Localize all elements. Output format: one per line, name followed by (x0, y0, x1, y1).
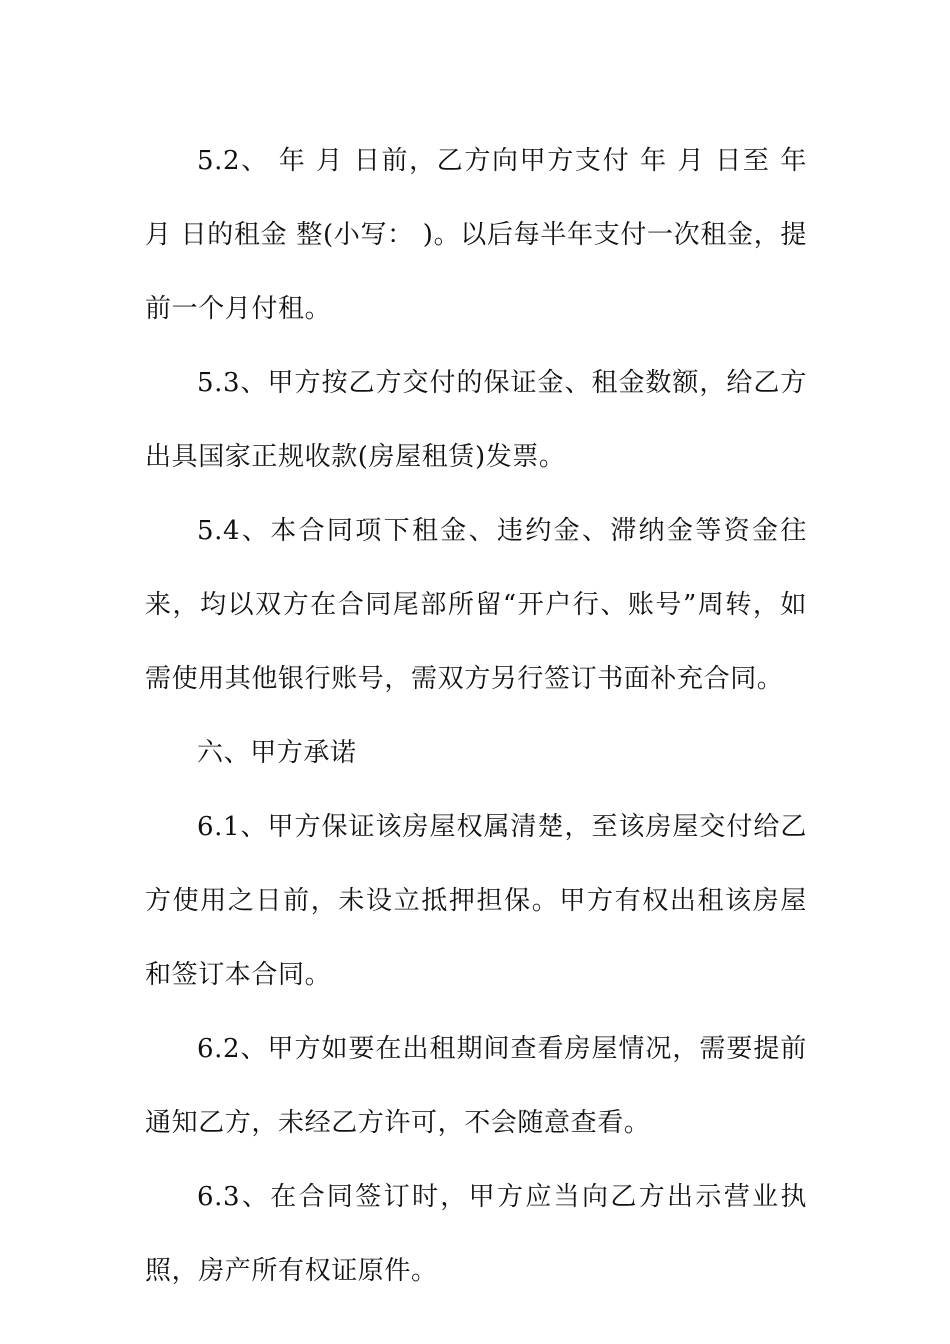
paragraph-6-1: 6.1、甲方保证该房屋权属清楚，至该房屋交付给乙方使用之日前，未设立抵押担保。甲方有权出租该房屋和签订本合同。 (145, 812, 807, 990)
section-heading-6: 六、甲方承诺 (197, 738, 357, 768)
document-body (145, 124, 807, 1308)
paragraph-6-3: 6.3、在合同签订时，甲方应当向乙方出示营业执照，房产所有权证原件。 (145, 1182, 807, 1286)
paragraph-5-3: 5.3、甲方按乙方交付的保证金、租金数额，给乙方出具国家正规收款(房屋租赁)发票。 (145, 368, 807, 472)
paragraph-6-2: 6.2、甲方如要在出租期间查看房屋情况，需要提前通知乙方，未经乙方许可，不会随意查看。 (145, 1034, 807, 1138)
paragraph-5-4: 5.4、本合同项下租金、违约金、滞纳金等资金往来，均以双方在合同尾部所留“开户行、账号”周转，如需使用其他银行账号，需双方另行签订书面补充合同。 (145, 516, 807, 694)
paragraph-5-2: 5.2、 年 月 日前，乙方向甲方支付 年 月 日至 年 月 日的租金 整(小写： )。以后每半年支付一次租金，提前一个月付租。 (145, 146, 807, 324)
